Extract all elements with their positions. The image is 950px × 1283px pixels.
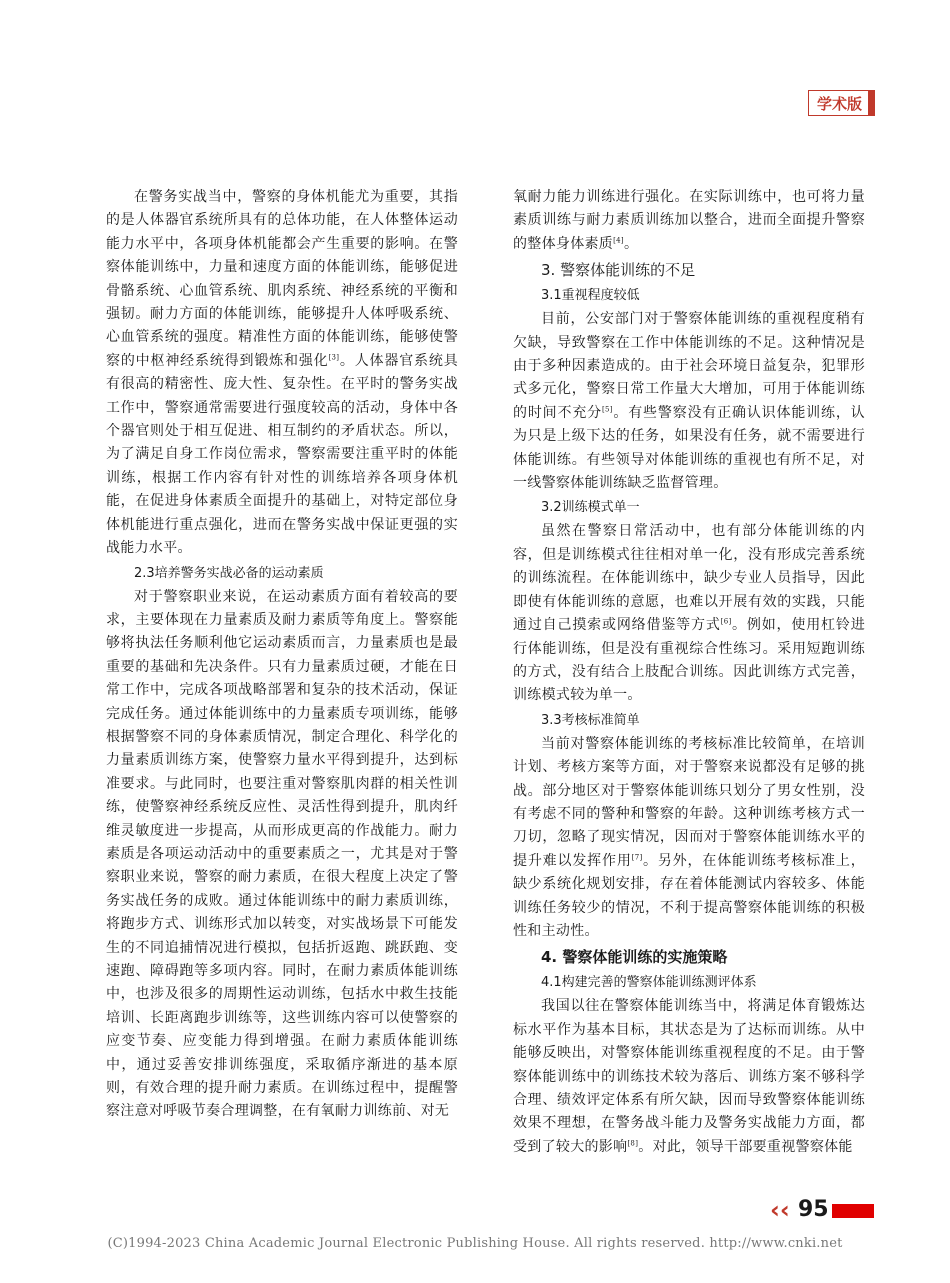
citation-ref: [6] <box>720 617 732 626</box>
double-chevron-left-icon: ‹‹ <box>770 1196 790 1224</box>
subsection-heading-3-3: 3.3考核标准简单 <box>541 712 640 728</box>
subsection-heading-2-3: 2.3培养警务实战必备的运动素质 <box>134 565 324 581</box>
citation-ref: [8] <box>627 1139 639 1148</box>
copyright-footer: (C)1994-2023 China Academic Journal Electronic Publishing House. All rights reserved. http://www.cnki.net <box>107 1236 843 1251</box>
section-heading-4: 4. 警察体能训练的实施策略 <box>541 948 728 967</box>
citation-ref: [5] <box>602 405 613 414</box>
section-tag-bar <box>868 90 875 116</box>
subsection-heading-3-1: 3.1重视程度较低 <box>541 288 640 304</box>
right-column <box>513 186 865 1159</box>
paragraph-4-1: 我国以往在警察体能训练当中，将满足体育锻炼达标水平作为基本目标，其状态是为了达标而训练。从中能够反映出，对警察体能训练重视程度的不足。由于警察体能训练中的训练技术较为落后、训练方案不够科学合理、绩效评定体系有所欠缺，因而导致警察体能训练效果不理想，在警务战斗能力及警务实战能力方面，都受到了较大的影响[8]。对此，领导干部要重视警察体能 <box>513 998 865 1155</box>
paragraph-continued: 氧耐力能力训练进行强化。在实际训练中，也可将力量素质训练与耐力素质训练加以整合，进而全面提升警察的整体身体素质[4]。 <box>513 189 865 252</box>
paragraph-3-1: 目前，公安部门对于警察体能训练的重视程度稍有欠缺，导致警察在工作中体能训练的不足。这种情况是由于多种因素造成的。由于社会环境日益复杂，犯罪形式多元化，警察日常工作量大大增加，可用于体能训练的时间不充分[5]。有些警察没有正确认识体能训练，认为只是上级下达的任务，如果没有任务，就不需要进行体能训练。有些领导对体能训练的重视也有所不足，对一线警察体能训练缺乏监督管理。 <box>513 311 865 492</box>
page-number: 95 <box>798 1197 829 1222</box>
paragraph-3-3: 当前对警察体能训练的考核标准比较简单，在培训计划、考核方案等方面，对于警察来说都没有足够的挑战。部分地区对于警察体能训练只划分了男女性别，没有考虑不同的警种和警察的年龄。这种训练考核方式一刀切，忽略了现实情况，因而对于警察体能训练水平的提升难以发挥作用[7]。另外，在体能训练考核标准上，缺少系统化规划安排，存在着体能测试内容较多、体能训练任务较少的情况，不利于提高警察体能训练的积极性和主动性。 <box>513 735 865 939</box>
paragraph-body-functions: 在警务实战当中，警察的身体机能尤为重要，其指的是人体器官系统所具有的总体功能，在人体整体运动能力水平中，各项身体机能都会产生重要的影响。在警察体能训练中，力量和速度方面的体能训练，能够促进骨骼系统、心血管系统、肌肉系统、神经系统的平衡和强韧。耐力方面的体能训练，能够提升人体呼吸系统、心血管系统的强度。精准性方面的体能训练，能够使警察的中枢神经系统得到锻炼和强化[3]。人体器官系统具有很高的精密性、庞大性、复杂性。在平时的警务实战工作中，警察通常需要进行强度较高的活动，身体中各个器官则处于相互促进、相互制约的矛盾状态。所以，为了满足自身工作岗位需求，警察需要注重平时的体能训练，根据工作内容有针对性的训练培养各项身体机能，在促进身体素质全面提升的基础上，对特定部位身体机能进行重点强化，进而在警务实战中保证更强的实战能力水平。 <box>106 189 458 557</box>
citation-ref: [3] <box>328 353 340 362</box>
paragraph-3-2: 虽然在警察日常活动中，也有部分体能训练的内容，但是训练模式往往相对单一化，没有形成完善系统的训练流程。在体能训练中，缺少专业人员指导，因此即使有体能训练的意愿，也难以开展有效的实践，只能通过自己摸索或网络借鉴等方式[6]。例如，使用杠铃进行体能训练，但是没有重视综合性练习。采用短跑训练的方式，没有结合上肢配合训练。因此训练方式完善，训练模式较为单一。 <box>513 523 865 704</box>
section-tag: 学术版 <box>808 90 870 116</box>
section-heading-3: 3. 警察体能训练的不足 <box>541 261 696 280</box>
citation-ref: [7] <box>631 853 643 862</box>
paragraph-motor-qualities: 对于警察职业来说，在运动素质方面有着较高的要求，主要体现在力量素质及耐力素质等角度上。警察能够将执法任务顺利他它运动素质而言，力量素质也是最重要的基础和先决条件。只有力量素质过硬，才能在日常工作中，完成各项战略部署和复杂的技术活动，保证完成任务。通过体能训练中的力量素质专项训练，能够根据警察不同的身体素质情况，制定合理化、科学化的力量素质训练方案，使警察力量水平得到提升，达到标准要求。与此同时，也要注重对警察肌肉群的相关性训练，使警察神经系统反应性、灵活性得到提升，肌肉纤维灵敏度进一步提高，从而形成更高的作战能力。耐力素质是各项运动活动中的重要素质之一，尤其是对于警察职业来说，警察的耐力素质，在很大程度上决定了警务实战任务的成败。通过体能训练中的耐力素质训练，将跑步方式、训练形式加以转变，对实战场景下可能发生的不同追捕情况进行模拟，包括折返跑、跳跃跑、变速跑、障碍跑等多项内容。同时，在耐力素质体能训练中，也涉及很多的周期性运动训练，包括水中救生技能培训、长距离跑步训练等，这些训练内容可以使警察的应变节奏、应变能力得到增强。在耐力素质体能训练中，通过妥善安排训练强度，采取循序渐进的基本原则，有效合理的提升耐力素质。在训练过程中，提醒警察注意对呼吸节奏合理调整，在有氧耐力训练前、对无 <box>106 588 458 1120</box>
left-column <box>106 186 458 1124</box>
subsection-heading-3-2: 3.2训练模式单一 <box>541 500 640 516</box>
page-number-block <box>770 1196 880 1226</box>
page-number-bar <box>832 1204 874 1218</box>
citation-ref: [4] <box>613 236 624 245</box>
subsection-heading-4-1: 4.1构建完善的警察体能训练测评体系 <box>541 975 757 991</box>
